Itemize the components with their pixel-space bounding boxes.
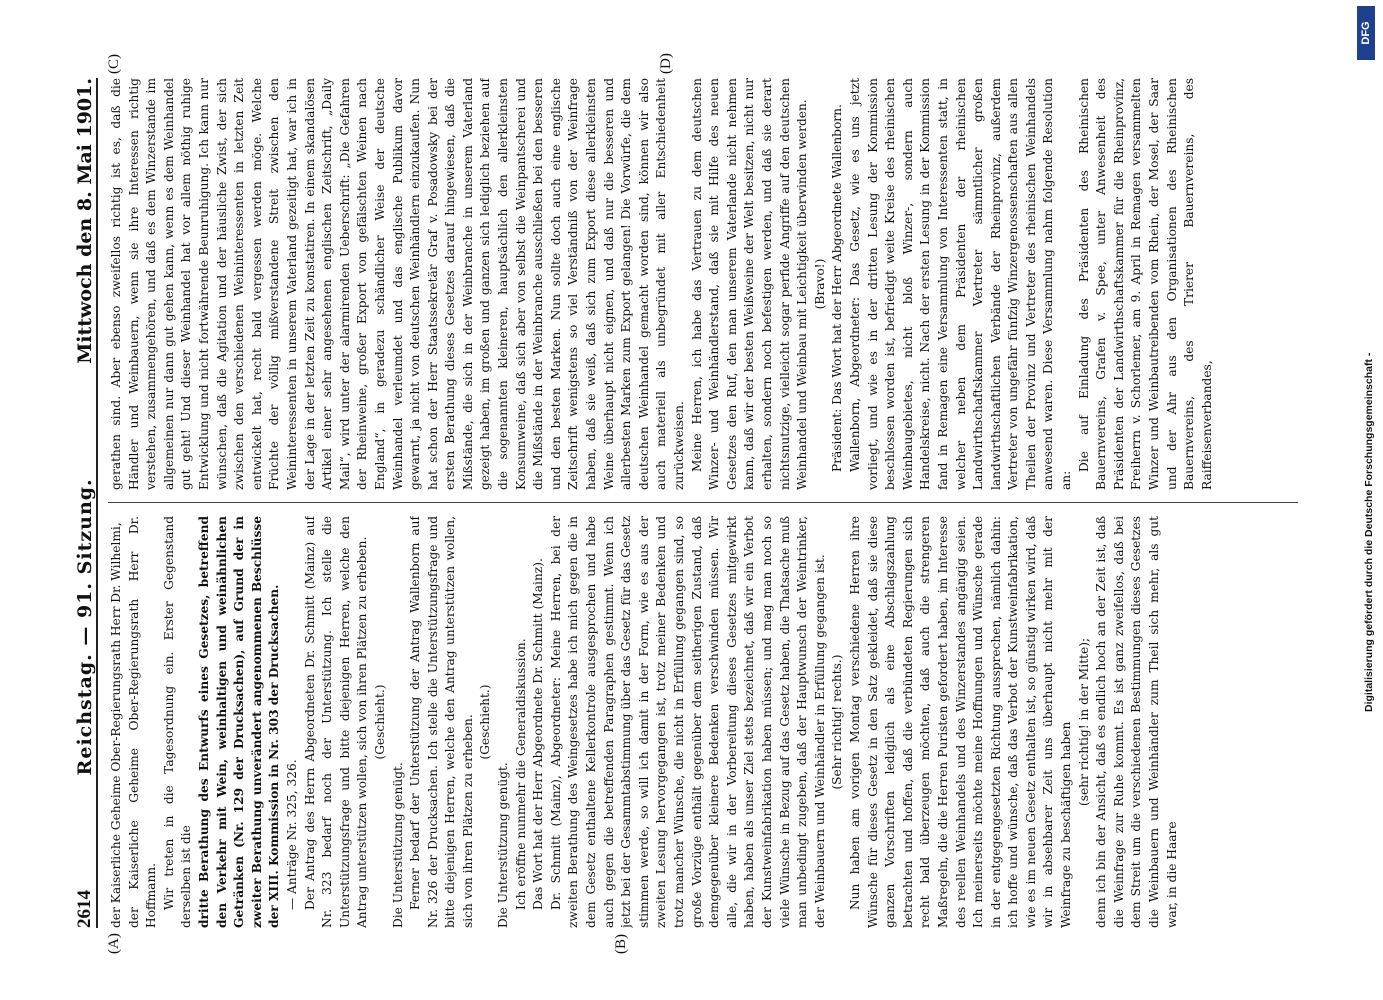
margin-marker-c: (C) [106, 54, 122, 74]
remark: (Geschieht.) [478, 684, 493, 760]
margin-marker-a: (A) [106, 933, 122, 954]
remark: (Sehr richtig! rechts.) [830, 654, 845, 790]
document-page [28, 38, 1368, 968]
paragraph: Der Antrag des Herrn Abgeordneten Dr. Schmitt (Mainz) auf Nr. 323 bedarf noch der Unterstützung. Ich stelle die Unterstützungsfrage und bitte diejenigen Herren, welche den Antrag unterstützen wollen, sich von ihren Plätzen zu erheben. [302, 516, 370, 928]
paragraph: Das Wort hat der Herr Abgeordnete Dr. Schmitt (Mainz). [531, 558, 546, 910]
page-number: 2614 [74, 890, 95, 928]
paragraph: Ich eröffne nunmehr die Generaldiskussion. [513, 638, 528, 910]
session-title: Reichstag. — 91. Sitzung. [74, 478, 96, 776]
paragraph: Die Unterstützung genügt. [390, 762, 405, 928]
remark: (Bravo!) [812, 258, 827, 310]
speech-paragraph: Meine Herren, ich habe das Vertrauen zu dem deutschen Winzer- und Weinhändlerstand, daß sie mit Hilfe des neuen Gesetzes den Ruf, den man unserem Vaterlande nicht nehmen kann, daß wir der besten Weißweine der Welt besitzen, nicht nur erhalten, sondern noch befestigen werden, und daß sie derart nichtsnutzige, vielleicht sogar perfide Angriffe auf den deutschen Weinhandel und Weinbau mit Leichtigkeit überwinden werden. [689, 78, 810, 490]
margin-marker-d: (D) [658, 53, 674, 74]
digitization-sidebar [1356, 0, 1378, 1000]
speech-paragraph: Nun haben am vorigen Montag verschiedene Herren ihre Wünsche für dieses Gesetz in den Satz gekleidet, daß sie diese ganzen Vorschriften lediglich als eine Abschlagszahlung betrachten und hoffen, daß die verbündeten Regierungen sich recht bald überzeugen möchten, daß auch die strengeren Maßregeln, die die Herren Puristen gefordert haben, im Interesse des reellen Weinhandels und des Winzerstandes angängig seien. Ich meinerseits möchte meine Hoffnungen und Wünsche gerade in der entgegengesetzten Richtung aussprechen, nämlich dahin: ich hoffe und wünsche, daß das Verbot der Kunstweinfabrikation, wie es im neuen Gesetz enthalten ist, so günstig wirken wird, daß wir in absehbarer Zeit uns überhaupt nicht mehr mit der Weinfrage zu beschäftigen haben [847, 516, 1074, 928]
paragraph: Wir treten in die Tagesordnung ein. Erster Gegenstand derselben ist die [161, 516, 194, 928]
speech-paragraph: Wallenborn, Abgeordneter: Das Gesetz, wie es uns jetzt vorliegt, und wie es in der dritten Lesung der Kommission beschlossen worden ist, befriedigt weite Kreise des rheinischen Weinbaugebietes, nicht bloß Winzer-, sondern auch Handelskreise, nicht. Nach der ersten Lesung in der Kommission fand in Remagen eine Versammlung von Interessenten statt, in welcher neben dem Präsidenten der rheinischen Landwirthschaftskammer Vertreter sämmtlicher großen landwirthschaftlichen Verbände der Rheinprovinz, außerdem Vertreter von ungefähr fünfzig Winzergenossenschaften aus allen Theilen der Provinz und Vertreter des rheinischen Weinhandels anwesend waren. Diese Versammlung nahm folgende Resolution an: [847, 78, 1074, 490]
column-divider [108, 502, 1298, 503]
dfg-logo-text: DFG [1360, 21, 1372, 45]
speech-paragraph: gerathen sind. Aber ebenso zweifellos richtig ist es, daß die Händler und Weinbauern, wenn sie ihre Interessen richtig verstehen, zusammengehören, und daß es dem Winzerstande im allgemeinen nur dann gut gehen kann, wenn es dem Weinhandel gut geht! Und dieser Weinhandel hat vor allem nöthig ruhige Entwicklung und nicht fortwährende Beunruhigung. Ich kann nur wünschen, daß die Agitation und der häusliche Zwist, der sich zwischen den verschiedenen Weininteressenten in letzten Zeit entwickelt hat, recht bald vergessen werden möge. Welche Früchte der völlig mißverstandene Streit zwischen den Weininteressenten in unserem Vaterland gezeitigt hat, war ich in der Lage in der letzten Zeit zu konstatiren. In einem skandalösen Artikel einer sehr angesehenen englischen Zeitschrift, „Daily Mail“, wird unter der alarmirenden Ueberschrift: „Die Gefahren der Rheinweine, großer Export von gefälschten Weinen nach England“, in geradezu schändlicher Weise der deutsche Weinhandel verleumdet und das englische Publikum davor gewarnt, ja nicht von deutschen Weinhändlern einzukaufen. Nun hat schon der Herr Staatssekretär Graf v. Posadowsky bei der ersten Berathung dieses Gesetzes darauf hingewiesen, daß die Mißstände, die sich in der Weinbranche in unserem Vaterland gezeigt haben, im großen und ganzen sich lediglich beziehen auf die sogenannten kleineren, hauptsächlich den allerkleinsten Konsumweine, daß sich aber von selbst die Weinpantscherei und die Mißstände in der Weinbranche ausschließen bei den besseren und den besten Marken. Nun sollte doch auch eine englische Zeitschrift wenigstens so viel Verständniß von der Weinfrage haben, daß sie weiß, daß sich zum Export diese allerkleinsten Weine überhaupt nicht eignen, und daß nur die besseren und allerbesten Marken zum Export gelangen! Die Vorwürfe, die dem deutschen Weinhandel gemacht worden sind, können wir also auch materiell als unbegründet mit aller Entschiedenheit zurückweisen. [109, 78, 686, 490]
remark: (sehr richtig! in der Mitte); [1076, 637, 1091, 807]
paragraph: Die Unterstützung genügt. [496, 762, 511, 928]
left-column [108, 516, 1298, 928]
page-header [62, 78, 98, 928]
paragraph: Ferner bedarf der Unterstützung der Antrag Wallenborn auf Nr. 326 der Drucksachen. Ich stelle die Unterstützungsfrage und bitte diejenigen Herren, welche den Antrag unterstützen wollen, sich von ihren Plätzen zu erheben. [408, 516, 475, 928]
digitization-credit: Digitalisierung gefördert durch die Deutsche Forschungsgemeinschaft - [1363, 352, 1375, 712]
paragraph: — Anträge Nr. 325, 326. [284, 759, 299, 910]
agenda-item-title [196, 516, 284, 928]
speech-paragraph: denn ich bin der Ansicht, daß es endlich hoch an der Zeit ist, daß die Weinfrage zur Ruhe kommt. Es ist ganz zweifellos, daß bei dem Streit um die verschiedenen Bestimmungen dieses Gesetzes die Weinbauern und Weinhändler zum Theil sich mehr, als gut war, in die Haare [1094, 516, 1179, 928]
right-column [108, 78, 1298, 490]
paragraph: der Kaiserliche Geheime Ober-Regierungsrath Herr Dr. Wilhelmi, [109, 522, 123, 928]
speech-paragraph: Dr. Schmitt (Mainz), Abgeordneter: Meine Herren, bei der zweiten Berathung des Weingesetzes habe ich mich gegen die in dem Gesetz enthaltene Kellerkontrole ausgesprochen und habe auch gegen die betreffenden Paragraphen gestimmt. Wenn ich jetzt bei der Gesammtabstimmung über das Gesetz für das Gesetz stimmen werde, so will ich damit in der Form, wie es aus der zweiten Lesung hervorgegangen ist, trotz meiner Bedenken und trotz mancher Wünsche, die nicht in Erfüllung gegangen sind, so große Vorzüge enthält gegenüber dem seitherigen Zustand, daß demgegenüber kleinere Bedenken verschwinden müssen. Wir alle, die wir in der Vorbereitung dieses Gesetzes mitgewirkt haben, haben als unser Ziel stets bezeichnet, daß wir ein Verbot der Kunstweinfabrikation haben müssen; und mag man noch so viele Wünsche in Bezug auf das Gesetz haben, die Thatsache muß man unbedingt zugeben, daß der Hauptwunsch der Weintrinker, der Weinbauern und Weinhändler in Erfüllung gegangen ist. [548, 516, 827, 928]
paragraph: Präsident: Das Wort hat der Herr Abgeordnete Wallenborn. [830, 104, 845, 472]
paragraph: der Kaiserliche Geheime Ober-Regierungsrath Herr Dr. Hoffmann. [126, 516, 159, 928]
resolution-text: Die auf Einladung des Präsidenten des Rheinischen Bauernvereins, Grafen v. Spee, unter Anwesenheit des Präsidenten der Landwirthschaftskammer für die Rheinprovinz, Freiherrn v. Schorlemer, am 9. April in Remagen versammelten Winzer und Weinbautreibenden vom Rhein, der Mosel, der Saar und der Ahr aus den Organisationen des Rheinischen Bauernvereins, des Trierer Bauernvereins, des Raiffeisenverbandes, [1076, 78, 1214, 490]
remark: (Geschieht.) [372, 684, 387, 760]
agenda-item-text: dritte Berathung des Entwurfs eines Gesetzes, betreffend den Verkehr mit Wein, weinhaltigen und weinähnlichen Getränken (Nr. 129 der Drucksachen), auf Grund der in zweiter Berathung unverändert angenommenen Beschlüsse der XIII. Kommission in Nr. 303 der Drucksachen. [196, 516, 282, 928]
margin-marker-b: (B) [613, 934, 629, 954]
session-date: Mittwoch den 8. Mai 1901. [74, 78, 96, 364]
